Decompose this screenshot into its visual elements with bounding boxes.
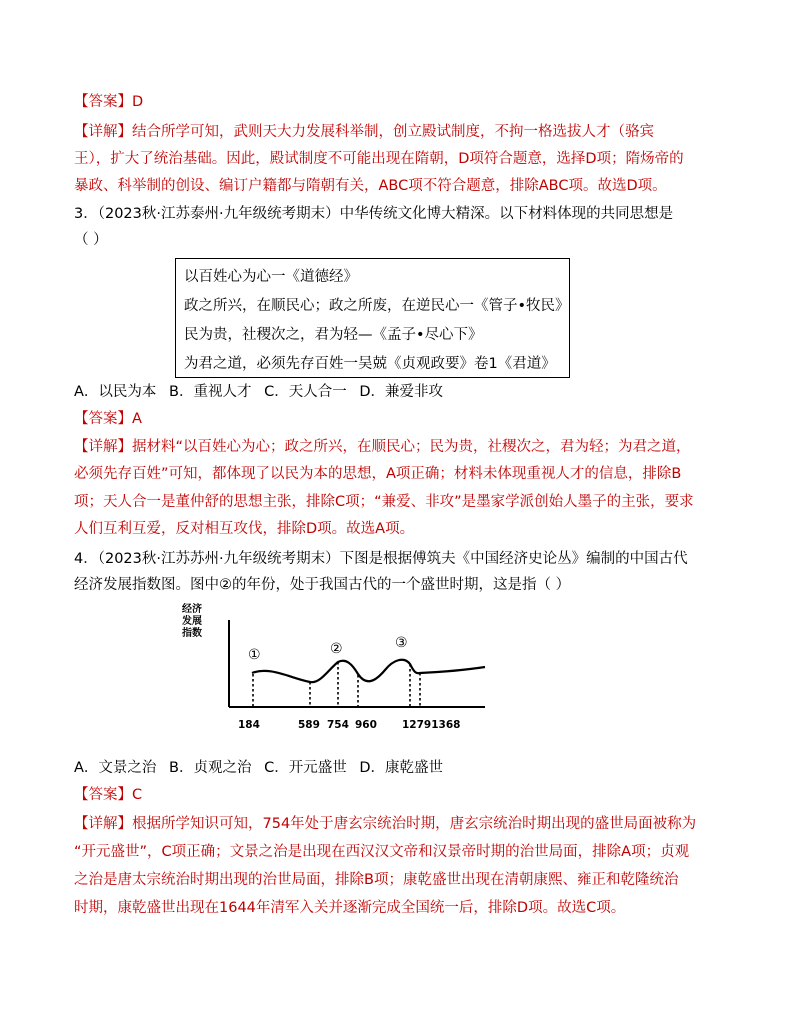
x-tick-label: 12791368 <box>402 719 461 731</box>
q3-detail-line-3: 项；天人合一是董仲舒的思想主张，排除C项；“兼爱、非攻”是墨家学派创始人墨子的主张，要求 <box>74 494 694 510</box>
drop-lines <box>253 662 420 707</box>
series-line <box>252 660 485 682</box>
peak-labels <box>248 635 408 663</box>
q3-stem-line-1: 3．（2023秋·江苏泰州·九年级统考期末）中华传统文化博大精深。以下材料体现的共同思想是 <box>74 206 674 222</box>
q2-detail-line-2: 王），扩大了统治基础。因此，殿试制度不可能出现在隋朝，D项符合题意，选择D项；隋炀帝的 <box>74 151 684 167</box>
peak-label: ① <box>248 647 261 663</box>
quote-2: 政之所兴，在顺民心；政之所废，在逆民心一《管子•牧民》 <box>184 298 570 314</box>
option-a: A．以民为本 <box>74 384 157 400</box>
q4-detail-line-1 <box>74 813 696 835</box>
q3-answer-line <box>74 408 142 430</box>
option-d: D．兼爱非攻 <box>359 384 443 400</box>
detail-tag: 【详解】 <box>74 124 132 140</box>
x-tick-label: 184 <box>238 719 260 731</box>
answer-tag: 【答案】 <box>74 787 132 803</box>
q4-detail-line-4: 时期，康乾盛世出现在1644年清军入关并逐渐完成全国统一后，排除D项。故选C项。 <box>74 900 626 916</box>
q4-answer-line <box>74 784 142 806</box>
detail-text: 结合所学可知，武则天大力发展科举制，创立殿试制度，不拘一格选拔人才（骆宾 <box>132 124 654 140</box>
q4-detail-line-3: 之治是唐太宗统治时期出现的治世局面，排除B项；康乾盛世出现在清朝康熙、雍正和乾隆统治 <box>74 872 679 888</box>
x-tick-label: 589 <box>298 719 320 731</box>
x-tick-labels <box>238 719 460 731</box>
q3-detail-line-2: 必须先存百姓”可知，都体现了以民为本的思想，A项正确；材料未体现重视人才的信息，排除B <box>74 466 682 482</box>
answer-tag: 【答案】 <box>74 411 132 427</box>
option-b: B．重视人才 <box>169 384 252 400</box>
q2-answer-line <box>74 91 143 113</box>
peak-label: ③ <box>395 635 408 651</box>
x-tick-label: 960 <box>355 719 377 731</box>
y-label-part: 经济 <box>182 604 202 615</box>
q4-detail-line-2: “开元盛世”，C项正确；文景之治是出现在西汉汉文帝和汉景帝时期的治世局面，排除A项；贞观 <box>74 844 690 860</box>
quote-3: 民为贵，社稷次之，君为轻—《孟子•尽心下》 <box>184 327 483 343</box>
q2-detail-line-1 <box>74 121 654 143</box>
y-label-part: 发展 <box>182 616 202 627</box>
q3-detail-line-4: 人们互利互爱，反对相互攻伐，排除D项。故选A项。 <box>74 521 415 537</box>
peak-label: ② <box>330 641 343 657</box>
q3-detail-line-1 <box>74 436 691 458</box>
option-b: B．贞观之治 <box>169 760 252 776</box>
q3-stem-line-2: （ ） <box>74 232 108 248</box>
y-axis-label <box>181 602 202 639</box>
q2-detail-line-3: 暴政、科举制的创设、编订户籍都与隋朝有关，ABC项不符合题意，排除ABC项。故选D项。 <box>74 178 667 194</box>
answer-value: C <box>132 787 143 803</box>
quote-1: 以百姓心为心一《道德经》 <box>184 269 358 285</box>
q4-stem-line-1: 4．（2023秋·江苏苏州·九年级统考期末）下图是根据傅筑夫《中国经济史论丛》编制的中国古代 <box>74 551 688 567</box>
quote-4: 为君之道，必须先存百姓一吴兢《贞观政要》卷1《君道》 <box>184 356 556 372</box>
detail-text: 据材料“以百姓心为心；政之所兴，在顺民心；民为贵，社稷次之，君为轻；为君之道， <box>132 439 691 455</box>
detail-text: 根据所学知识可知，754年处于唐玄宗统治时期，唐玄宗统治时期出现的盛世局面被称为 <box>132 816 697 832</box>
detail-tag: 【详解】 <box>74 439 132 455</box>
option-c: C．天人合一 <box>264 384 347 400</box>
option-c: C．开元盛世 <box>264 760 347 776</box>
q3-options <box>74 381 451 403</box>
answer-value: D <box>132 94 144 110</box>
option-d: D．康乾盛世 <box>359 760 443 776</box>
y-label-part: 指数 <box>182 628 202 639</box>
option-a: A．文景之治 <box>74 760 157 776</box>
economic-index-chart <box>180 600 500 740</box>
answer-tag: 【答案】 <box>74 94 132 110</box>
q4-options <box>74 757 451 779</box>
quote-box <box>175 258 570 378</box>
q4-stem-line-2: 经济发展指数图。图中②的年份，处于我国古代的一个盛世时期，这是指（ ） <box>74 577 571 593</box>
x-tick-label: 754 <box>327 719 349 731</box>
answer-value: A <box>132 411 142 427</box>
detail-tag: 【详解】 <box>74 816 132 832</box>
